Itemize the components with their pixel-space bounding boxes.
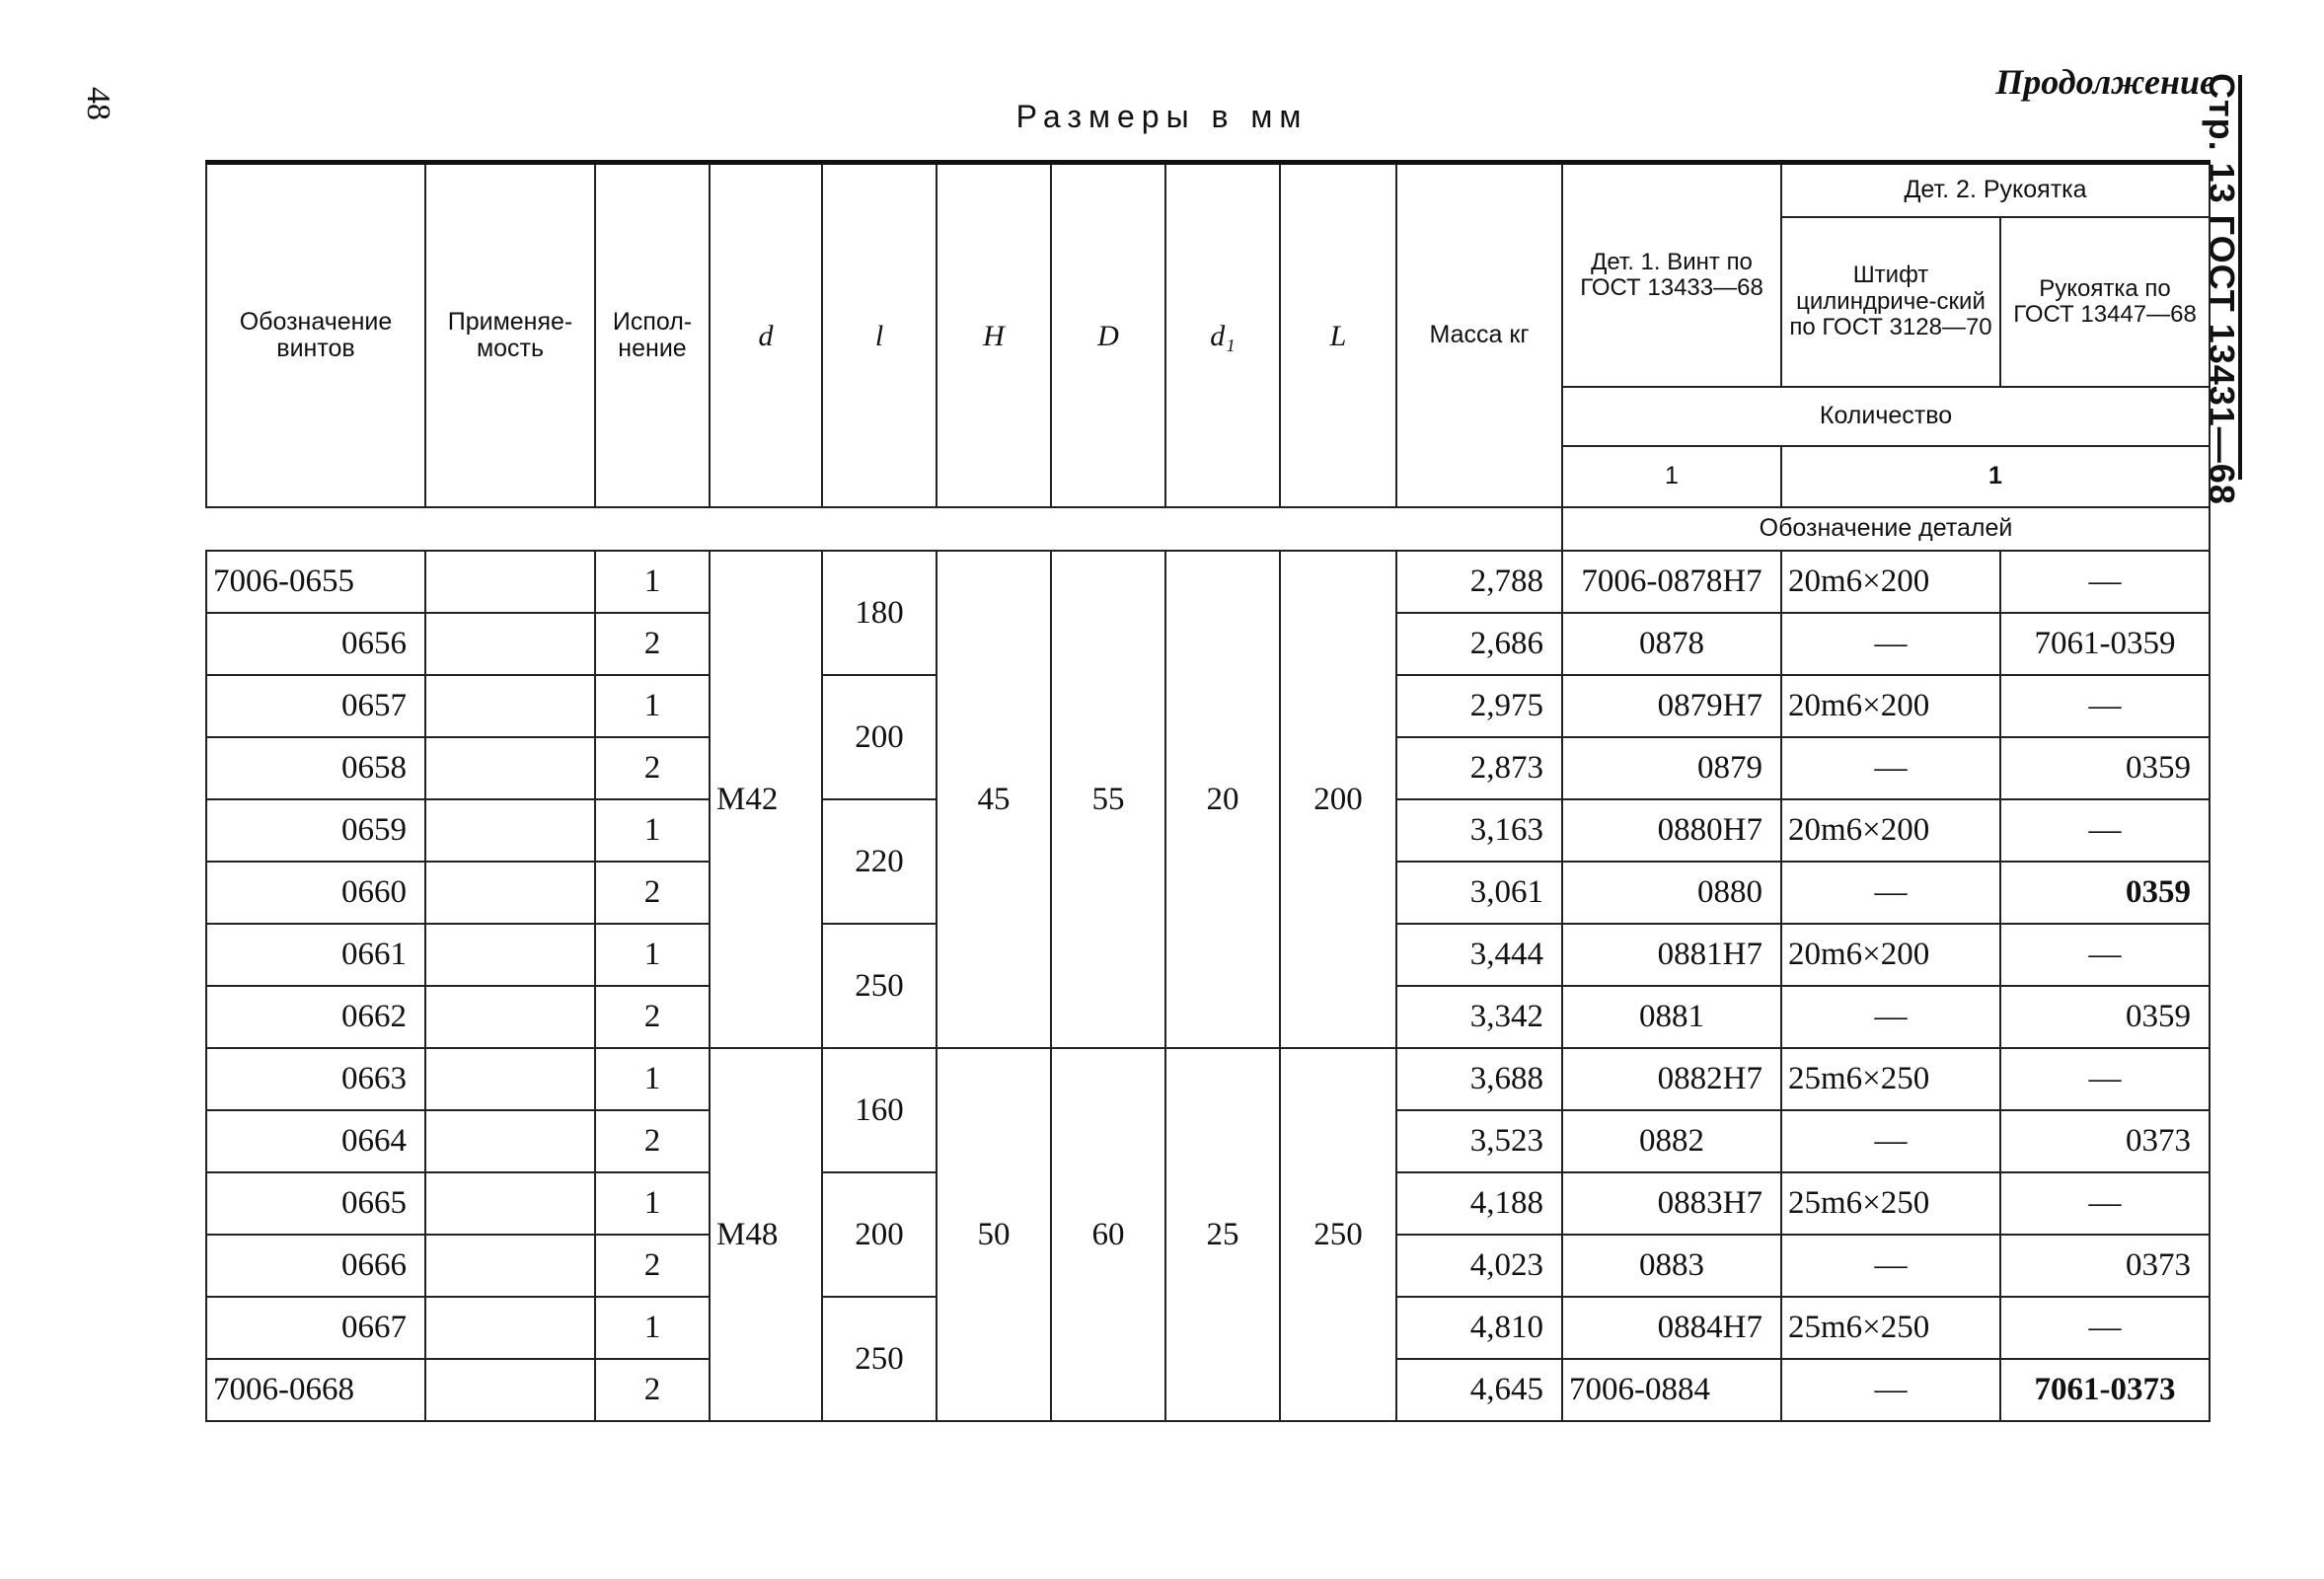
cell-mass: 3,342 [1396,986,1562,1048]
cell-designation: 0665 [206,1172,425,1235]
spec-table [205,160,2211,1422]
header-quantity: Количество [1562,387,2210,446]
cell-version: 2 [595,613,710,675]
cell-applicability [425,924,595,986]
cell-mass: 2,788 [1396,551,1562,613]
cell-designation: 0657 [206,675,425,737]
cell-applicability [425,1048,595,1110]
header-H: H [937,163,1051,508]
header-pin: Штифт цилиндриче-ский по ГОСТ 3128—70 [1781,217,2000,387]
header-part-designation: Обозначение деталей [1562,507,2210,551]
cell-handle: 0359 [2000,737,2210,799]
cell-handle: 0359 [2000,986,2210,1048]
cell-screw: 0883 [1562,1235,1781,1297]
continuation-label: Продолжение [1995,62,2215,102]
cell-applicability [425,613,595,675]
cell-applicability [425,1110,595,1172]
cell-pin: — [1781,1235,2000,1297]
cell-handle: — [2000,1172,2210,1235]
cell-mass: 3,444 [1396,924,1562,986]
cell-d1: 20 [1165,551,1280,1048]
cell-d: M42 [710,551,822,1048]
cell-pin: — [1781,1110,2000,1172]
cell-designation: 0656 [206,613,425,675]
header-handle: Рукоятка по ГОСТ 13447—68 [2000,217,2210,387]
cell-mass: 2,975 [1396,675,1562,737]
cell-designation: 0666 [206,1235,425,1297]
header-L: L [1280,163,1396,508]
cell-l: 180 [822,551,937,675]
cell-D: 55 [1051,551,1165,1048]
cell-designation: 0663 [206,1048,425,1110]
cell-mass: 3,163 [1396,799,1562,862]
cell-screw: 0878 [1562,613,1781,675]
cell-applicability [425,551,595,613]
cell-mass: 4,188 [1396,1172,1562,1235]
cell-version: 1 [595,1297,710,1359]
cell-applicability [425,675,595,737]
cell-pin: 20m6×200 [1781,924,2000,986]
cell-screw: 0884H7 [1562,1297,1781,1359]
cell-applicability [425,1172,595,1235]
cell-handle: 7061-0359 [2000,613,2210,675]
cell-designation: 0661 [206,924,425,986]
cell-handle: 0373 [2000,1110,2210,1172]
cell-designation: 0659 [206,799,425,862]
cell-handle: — [2000,924,2210,986]
cell-version: 2 [595,1235,710,1297]
cell-screw: 0881H7 [1562,924,1781,986]
cell-pin: — [1781,986,2000,1048]
cell-mass: 3,061 [1396,862,1562,924]
cell-pin: 20m6×200 [1781,551,2000,613]
cell-handle: 0373 [2000,1235,2210,1297]
cell-handle: 0359 [2000,862,2210,924]
header-part2: Дет. 2. Рукоятка [1781,163,2210,218]
cell-screw: 0882 [1562,1110,1781,1172]
table-body [206,551,2210,1421]
cell-mass: 3,523 [1396,1110,1562,1172]
cell-screw: 0883H7 [1562,1172,1781,1235]
header-D: D [1051,163,1165,508]
cell-L: 250 [1280,1048,1396,1421]
cell-l: 160 [822,1048,937,1172]
table-row [206,551,2210,613]
cell-mass: 2,686 [1396,613,1562,675]
cell-pin: 20m6×200 [1781,799,2000,862]
cell-pin: 25m6×250 [1781,1297,2000,1359]
table-header [206,163,2210,552]
table-row [206,1048,2210,1110]
cell-version: 1 [595,1172,710,1235]
header-qty2: 1 [1781,446,2210,507]
header-qty1: 1 [1562,446,1781,507]
spec-table-area [205,160,2209,1463]
cell-designation: 0660 [206,862,425,924]
cell-screw: 0880H7 [1562,799,1781,862]
header-d1: d₁ [1165,163,1280,508]
cell-applicability [425,799,595,862]
cell-mass: 2,873 [1396,737,1562,799]
cell-H: 45 [937,551,1051,1048]
cell-version: 1 [595,675,710,737]
cell-screw: 0879 [1562,737,1781,799]
cell-H: 50 [937,1048,1051,1421]
header-version: Испол-нение [595,163,710,508]
cell-designation: 0667 [206,1297,425,1359]
cell-version: 1 [595,551,710,613]
cell-applicability [425,1297,595,1359]
header-designation: Обозначение винтов [206,163,425,508]
cell-applicability [425,737,595,799]
cell-l: 220 [822,799,937,924]
cell-version: 2 [595,737,710,799]
cell-handle: — [2000,1048,2210,1110]
cell-applicability [425,1359,595,1421]
cell-version: 2 [595,986,710,1048]
cell-mass: 4,023 [1396,1235,1562,1297]
cell-pin: 25m6×250 [1781,1048,2000,1110]
cell-pin: — [1781,1359,2000,1421]
cell-l: 200 [822,1172,937,1297]
cell-pin: — [1781,862,2000,924]
cell-l: 250 [822,1297,937,1421]
page-number: 48 [80,87,116,120]
cell-mass: 4,645 [1396,1359,1562,1421]
cell-designation: 0658 [206,737,425,799]
cell-version: 2 [595,862,710,924]
cell-version: 1 [595,924,710,986]
cell-handle: — [2000,551,2210,613]
cell-mass: 4,810 [1396,1297,1562,1359]
cell-mass: 3,688 [1396,1048,1562,1110]
header-applicability: Применяе-мость [425,163,595,508]
cell-l: 250 [822,924,937,1048]
cell-designation: 0664 [206,1110,425,1172]
cell-version: 1 [595,799,710,862]
header-l: l [822,163,937,508]
cell-designation: 7006-0655 [206,551,425,613]
cell-screw: 0881 [1562,986,1781,1048]
cell-handle: — [2000,675,2210,737]
side-header: Стр. 13 ГОСТ 13431—68 [2202,73,2242,505]
cell-designation: 7006-0668 [206,1359,425,1421]
cell-screw: 7006-0878H7 [1562,551,1781,613]
cell-pin: 20m6×200 [1781,675,2000,737]
cell-designation: 0662 [206,986,425,1048]
cell-pin: — [1781,737,2000,799]
cell-pin: 25m6×250 [1781,1172,2000,1235]
cell-handle: — [2000,1297,2210,1359]
cell-d1: 25 [1165,1048,1280,1421]
cell-D: 60 [1051,1048,1165,1421]
cell-version: 2 [595,1110,710,1172]
cell-pin: — [1781,613,2000,675]
cell-screw: 0879H7 [1562,675,1781,737]
header-part1: Дет. 1. Винт по ГОСТ 13433—68 [1562,163,1781,388]
header-mass: Масса кг [1396,163,1562,508]
cell-d: M48 [710,1048,822,1421]
cell-l: 200 [822,675,937,799]
cell-screw: 7006-0884 [1562,1359,1781,1421]
cell-version: 2 [595,1359,710,1421]
cell-applicability [425,862,595,924]
cell-screw: 0880 [1562,862,1781,924]
cell-applicability [425,1235,595,1297]
header-d: d [710,163,822,508]
cell-applicability [425,986,595,1048]
cell-screw: 0882H7 [1562,1048,1781,1110]
cell-version: 1 [595,1048,710,1110]
cell-handle: 7061-0373 [2000,1359,2210,1421]
dimensions-note: Размеры в мм [1015,99,1309,134]
cell-handle: — [2000,799,2210,862]
cell-L: 200 [1280,551,1396,1048]
